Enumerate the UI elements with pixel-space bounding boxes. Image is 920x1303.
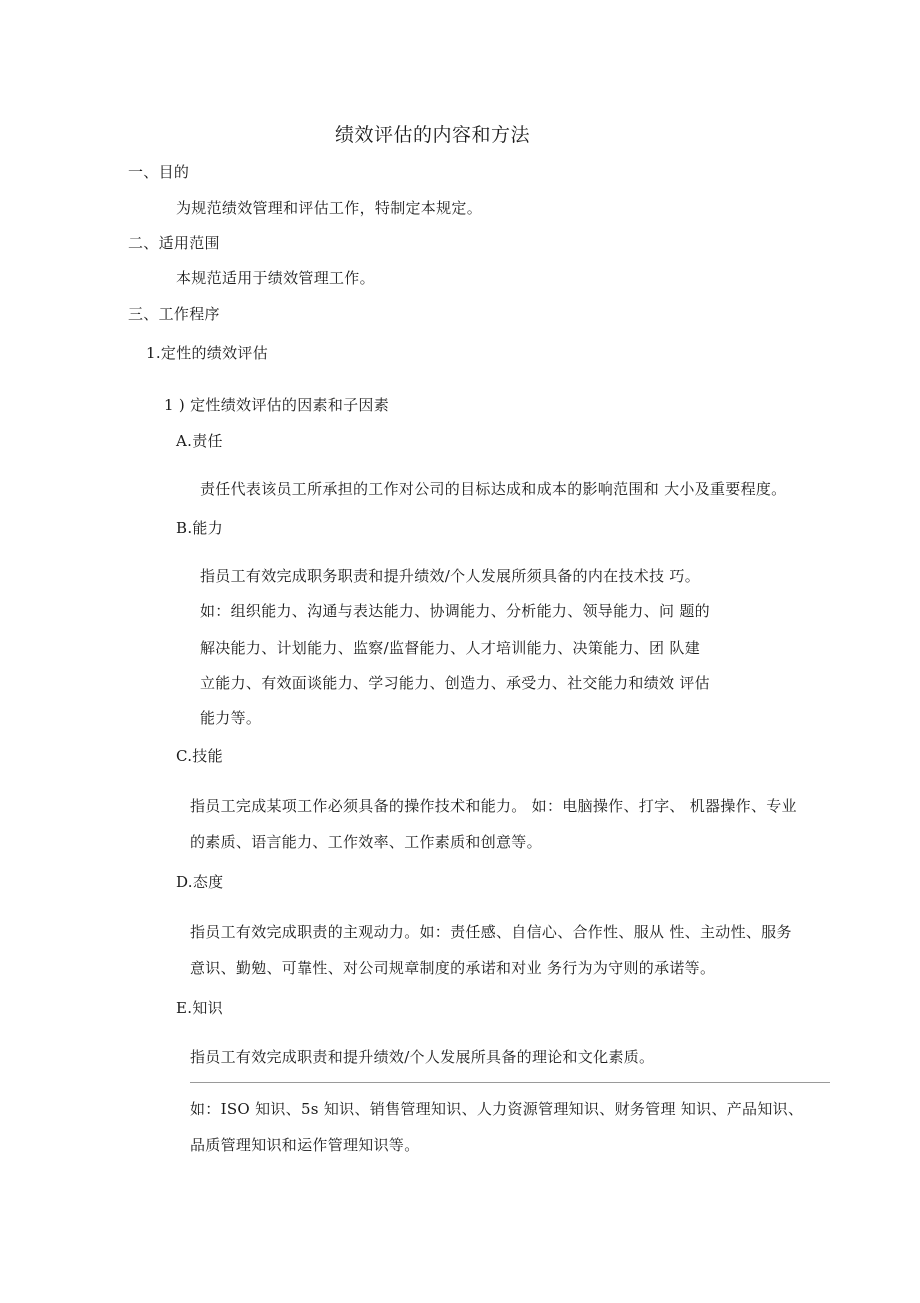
horizontal-rule [190, 1082, 830, 1083]
section-heading-procedure: 三、工作程序 [128, 305, 220, 323]
page-title: 绩效评估的内容和方法 [335, 124, 531, 146]
factor-text-ability-line: 指员工有效完成职务职责和提升绩效/个人发展所须具备的内在技术技 巧。 [200, 567, 701, 585]
factor-text-ability-line: 解决能力、计划能力、监察/监督能力、人才培训能力、决策能力、团 队建 [200, 639, 701, 657]
factor-heading-ability: B.能力 [176, 519, 223, 537]
factor-heading-responsibility: A.责任 [176, 432, 223, 450]
section-heading-scope: 二、适用范围 [128, 234, 220, 252]
factor-text-skill-line: 指员工完成某项工作必须具备的操作技术和能力。 如：电脑操作、打字、 机器操作、专业 [190, 797, 797, 815]
factor-heading-knowledge: E.知识 [176, 999, 223, 1017]
factor-heading-attitude: D.态度 [176, 873, 224, 891]
factor-text-ability-line: 能力等。 [200, 709, 262, 727]
section-heading-purpose: 一、目的 [128, 163, 190, 181]
factor-text-responsibility: 责任代表该员工所承担的工作对公司的目标达成和成本的影响范围和 大小及重要程度。 [200, 480, 787, 498]
subsection-heading-qualitative: 1.定性的绩效评估 [146, 344, 269, 362]
subsection-heading-factors: 1 ) 定性绩效评估的因素和子因素 [164, 396, 390, 414]
factor-heading-skill: C.技能 [176, 747, 223, 765]
factor-text-attitude-line: 意识、勤勉、可靠性、对公司规章制度的承诺和对业 务行为为守则的承诺等。 [190, 959, 716, 977]
factor-text-knowledge-line: 如：ISO 知识、5s 知识、销售管理知识、人力资源管理知识、财务管理 知识、产品知识、 [190, 1100, 804, 1118]
factor-text-attitude-line: 指员工有效完成职责的主观动力。如：责任感、自信心、合作性、服从 性、主动性、服务 [190, 923, 792, 941]
factor-text-skill-line: 的素质、语言能力、工作效率、工作素质和创意等。 [190, 833, 542, 851]
factor-text-ability-line: 如：组织能力、沟通与表达能力、协调能力、分析能力、领导能力、问 题的 [200, 602, 710, 620]
section-text-scope: 本规范适用于绩效管理工作。 [176, 269, 375, 287]
factor-text-knowledge-line: 品质管理知识和运作管理知识等。 [190, 1136, 420, 1154]
factor-text-knowledge-line: 指员工有效完成职责和提升绩效/个人发展所具备的理论和文化素质。 [190, 1048, 655, 1066]
factor-text-ability-line: 立能力、有效面谈能力、学习能力、创造力、承受力、社交能力和绩效 评估 [200, 674, 710, 692]
section-text-purpose: 为规范绩效管理和评估工作，特制定本规定。 [176, 199, 483, 217]
